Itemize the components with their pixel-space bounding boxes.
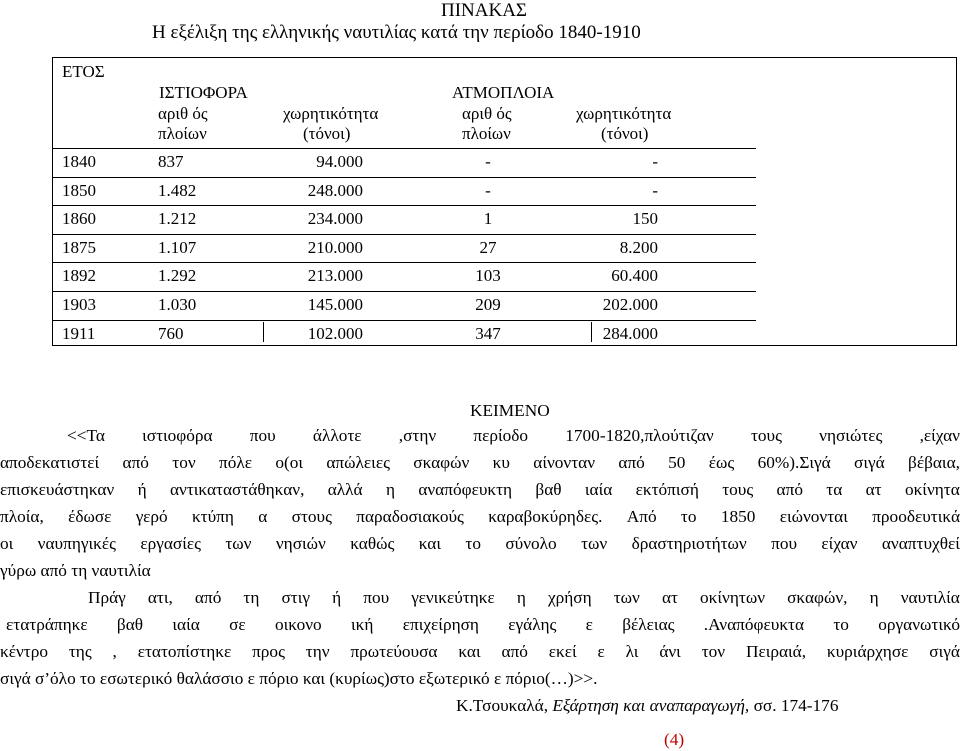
word: το (680, 507, 697, 526)
word: Πράγ (88, 588, 126, 607)
citation-pages: σσ. 174-176 (753, 696, 839, 715)
text-line (0, 422, 960, 449)
cell-steam-tons: 202.000 (602, 295, 658, 314)
word: τον (172, 453, 196, 472)
cell-steam-count: 347 (475, 323, 501, 343)
word: ειώνονται (779, 507, 848, 526)
sail-count-header-2: πλοίων (158, 124, 207, 143)
word: καθώς (350, 534, 395, 553)
sail-count-header-1: αριθ ός (158, 104, 208, 123)
word: στους (291, 507, 332, 526)
word: και (458, 642, 481, 661)
word: πλοία, (0, 507, 44, 526)
word: από (122, 453, 149, 472)
cell-steam-tons: 284.000 (602, 323, 658, 343)
cell-sail-tons: 94.000 (316, 152, 363, 171)
word: , (112, 642, 117, 661)
text-line (0, 449, 960, 476)
word: αίνονταν (533, 453, 596, 472)
word: ,είχαν (919, 426, 960, 445)
cell-sail-count: 1.030 (158, 295, 197, 314)
word: που (249, 426, 276, 445)
word: η (516, 588, 526, 607)
citation-title: Εξάρτηση και αναπαραγωγή, (552, 696, 750, 715)
text-line (0, 584, 960, 611)
steam-count-header-1: αριθ ός (462, 104, 512, 123)
word: Από (626, 507, 657, 526)
word: εκεί (548, 642, 577, 661)
row-divider (53, 262, 756, 263)
word: ετατράπηκε (6, 615, 88, 634)
word: βαθ (116, 615, 144, 634)
text-line (0, 530, 960, 557)
cell-sail-tons: 234.000 (307, 209, 363, 229)
text-line (0, 638, 960, 665)
word: ατ (661, 588, 678, 607)
cell-sail-count: 1.292 (158, 266, 197, 286)
word: χρήση (547, 588, 592, 607)
word: από (776, 480, 803, 499)
word: σε (229, 615, 246, 634)
word: που (771, 534, 798, 553)
steam-count-header-2: πλοίων (462, 124, 511, 143)
word: έδωσε (68, 507, 112, 526)
column-rule (591, 322, 592, 342)
steam-tonnage-header-1: χωρητικότητα (576, 104, 672, 123)
word: την (305, 642, 330, 661)
word: των (225, 534, 252, 553)
word: η (385, 480, 395, 499)
word: κτύπη (191, 507, 234, 526)
word: οικονο (274, 615, 322, 634)
word: οκίνητων (700, 588, 766, 607)
word: αντικαταστάθηκαν, (169, 480, 305, 499)
word: ατι, (147, 588, 173, 607)
word: τα (826, 480, 843, 499)
cell-year: 1903 (62, 295, 96, 314)
cell-sail-tons: 213.000 (307, 266, 363, 286)
word: ε (585, 615, 593, 634)
word: που (363, 588, 390, 607)
word: αναπτυχθεί (881, 534, 960, 553)
sail-group-header: ΙΣΤΙΟΦΟΡΑ (159, 83, 248, 102)
text-line (0, 476, 960, 503)
cell-sail-count: 1.107 (158, 237, 197, 257)
word: είχαν (821, 534, 858, 553)
word: από (618, 453, 645, 472)
word: άνι (659, 642, 681, 661)
word: Πειραιά, (745, 642, 807, 661)
word: αποδεκατιστεί (0, 453, 100, 472)
word: απώλειες (326, 453, 390, 472)
text-heading: ΚΕΙΜΕΝΟ (470, 401, 550, 420)
citation-author: Κ.Τσουκαλά, (456, 696, 549, 715)
word: ,στην (398, 426, 437, 445)
column-rule (263, 322, 264, 342)
cell-steam-count: 103 (475, 266, 501, 286)
cell-steam-count: 209 (475, 295, 501, 314)
word: α (258, 507, 268, 526)
word: εργασίες (140, 534, 201, 553)
row-divider (53, 177, 756, 178)
word: ή (332, 588, 342, 607)
word: τους (722, 480, 754, 499)
word: 50 (668, 453, 686, 472)
word: ατ (865, 480, 882, 499)
cell-steam-tons: 8.200 (619, 237, 658, 257)
word: των (581, 534, 608, 553)
word: ο(οι (275, 453, 304, 472)
cell-year: 1850 (62, 180, 96, 200)
word: γενικεύτηκε (411, 588, 495, 607)
text-line (0, 611, 960, 638)
word: κυριάρχησε (826, 642, 909, 661)
word: αναπόφευκτη (418, 480, 513, 499)
word: βαθ (535, 480, 562, 499)
word: σκαφών, (787, 588, 848, 607)
cell-steam-count: - (485, 180, 491, 200)
cell-steam-tons: - (652, 152, 658, 171)
year-column-header: ΕΤΟΣ (62, 62, 105, 81)
word: κυ (492, 453, 510, 472)
sail-tonnage-header-1: χωρητικότητα (283, 104, 379, 123)
cell-year: 1911 (62, 323, 96, 343)
word: σκαφών (413, 453, 470, 472)
word: η (869, 588, 879, 607)
word: αλλά (327, 480, 363, 499)
word: δραστηριοτήτων (631, 534, 747, 553)
sail-tonnage-header-2: (τόνοι) (303, 124, 351, 143)
word: της (68, 642, 92, 661)
word: έως (708, 453, 735, 472)
word: 60%).Σιγά (757, 453, 831, 472)
word: άλλοτε (312, 426, 362, 445)
word: ιαία (584, 480, 613, 499)
word: ναυπηγικές (37, 534, 116, 553)
word: οργανωτικό (878, 615, 960, 634)
cell-steam-tons: - (652, 180, 658, 200)
cell-sail-count: 1.212 (158, 209, 197, 229)
word: 1700-1820,πλούτιζαν (565, 426, 714, 445)
word: πόλε (219, 453, 253, 472)
cell-steam-tons: 60.400 (611, 266, 658, 286)
cell-steam-tons: 150 (632, 209, 658, 229)
word: των (613, 588, 640, 607)
text-line (0, 503, 960, 530)
row-divider (53, 205, 756, 206)
word: ιαία (172, 615, 200, 634)
word: περίοδο (473, 426, 529, 445)
word: από (194, 588, 222, 607)
citation (0, 692, 960, 719)
word: ή (137, 480, 147, 499)
page-title: ΠΙΝΑΚΑΣ (441, 0, 527, 21)
word: προς (252, 642, 285, 661)
word: σύνολο (505, 534, 557, 553)
word: παραδοσιακούς (356, 507, 464, 526)
text-line: γύρω από τη ναυτιλία (0, 561, 151, 580)
row-divider (53, 320, 756, 321)
word: τους (750, 426, 782, 445)
word: ική (351, 615, 374, 634)
cell-year: 1892 (62, 266, 96, 286)
word: <<Τα (67, 426, 105, 445)
word: σιγά (854, 453, 885, 472)
row-divider (53, 234, 756, 235)
cell-steam-count: 1 (483, 209, 493, 229)
cell-sail-tons: 210.000 (307, 237, 363, 257)
word: εκτόπισή (635, 480, 699, 499)
word: και (418, 534, 441, 553)
steam-group-header: ΑΤΜΟΠΛΟΙΑ (452, 83, 555, 102)
word: καραβοκύρηδες. (488, 507, 603, 526)
word: 1850 (720, 507, 756, 526)
word: εγάλης (508, 615, 557, 634)
word: λι (625, 642, 639, 661)
table-subtitle: Η εξέλιξη της ελληνικής ναυτιλίας κατά την περίοδο 1840-1910 (152, 22, 641, 43)
word: ε (597, 642, 605, 661)
cell-year: 1860 (62, 209, 96, 229)
word: νησιών (275, 534, 326, 553)
row-divider (53, 291, 756, 292)
cell-sail-tons: 145.000 (307, 295, 363, 314)
word: σιγά (929, 642, 960, 661)
cell-sail-tons: 102.000 (307, 323, 363, 343)
row-divider (53, 148, 756, 149)
word: το (833, 615, 849, 634)
word: πρωτεύουσα (350, 642, 438, 661)
word: επισκευάστηκαν (0, 480, 115, 499)
word: κέντρο (0, 642, 48, 661)
cell-year: 1875 (62, 237, 96, 257)
word: τον (701, 642, 726, 661)
data-table (52, 57, 957, 346)
text-line: σιγά σ’όλο το εσωτερικό θαλάσσιο ε πόριο και (κυρίως)στο εξωτερικό ε πόριο(…)>>. (0, 669, 598, 688)
word: το (465, 534, 481, 553)
word: στιγ (281, 588, 311, 607)
word: προοδευτικά (872, 507, 960, 526)
cell-sail-count: 837 (158, 152, 184, 171)
cell-sail-count: 760 (158, 323, 184, 343)
word: γερό (135, 507, 168, 526)
cell-steam-count: - (485, 152, 491, 171)
word: ιστιοφόρα (142, 426, 213, 445)
page-number: (4) (664, 730, 685, 749)
word: βέλειας (622, 615, 675, 634)
text-section (0, 395, 960, 719)
word: ναυτιλία (900, 588, 960, 607)
word: .Αναπόφευκτα (703, 615, 805, 634)
cell-steam-count: 27 (479, 237, 497, 257)
cell-year: 1840 (62, 152, 96, 171)
word: επιχείρηση (402, 615, 479, 634)
word: οκίνητα (904, 480, 960, 499)
steam-tonnage-header-2: (τόνοι) (601, 124, 649, 143)
word: ετατοπίστηκε (137, 642, 232, 661)
cell-sail-count: 1.482 (158, 180, 197, 200)
word: νησιώτες (819, 426, 883, 445)
word: από (501, 642, 528, 661)
word: βέβαια, (908, 453, 960, 472)
cell-sail-tons: 248.000 (307, 180, 363, 200)
word: τη (243, 588, 260, 607)
word: οι (0, 534, 14, 553)
